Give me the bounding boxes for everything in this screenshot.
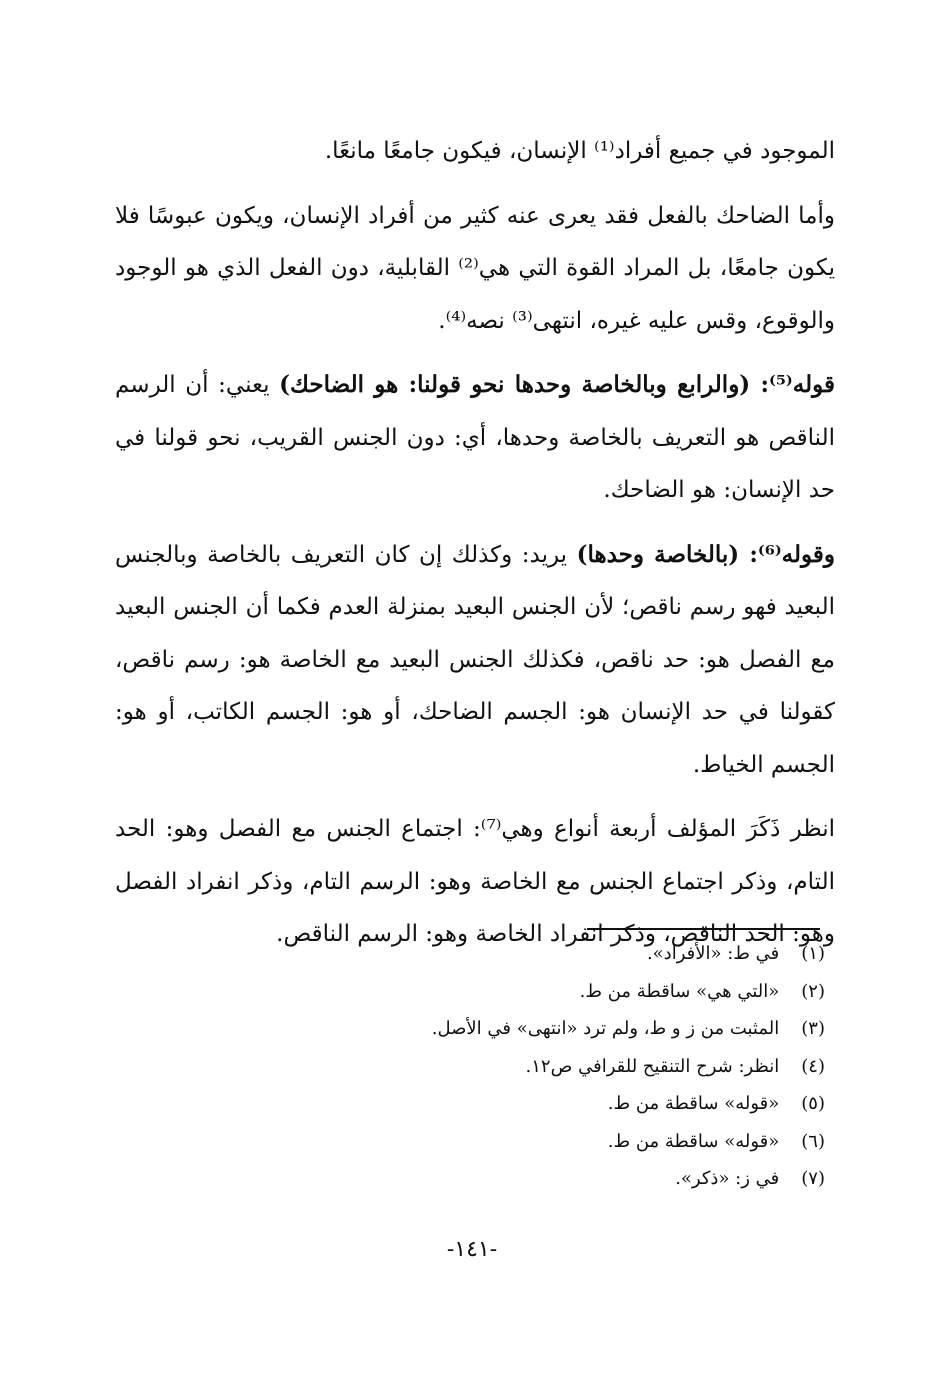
paragraph-4-text: يريد: وكذلك إن كان التعريف بالخاصة وبالجنس البعيد فهو رسم ناقص؛ لأن الجنس البعيد بمنزلة العدم فكما أن الجنس البعيد مع الفصل هو: حد ناقص، فكذلك الجنس البعيد مع الخاصة هو: رسم ناقص، كقولنا في حد الإنسان هو: الجسم الضاحك، أو هو: الجسم الكاتب، أو هو: الجسم الخياط. (115, 541, 835, 778)
footnote-number: (٥) (801, 1093, 825, 1114)
paragraph-3-lead: قوله⁽⁵⁾: (والرابع وبالخاصة وحدها نحو قولنا: هو الضاحك) (279, 371, 835, 398)
footnote-text: المثبت من ز و ط، ولم ترد «انتهى» في الأصل. (431, 1018, 780, 1039)
paragraph-1 (115, 125, 835, 178)
footnotes (300, 935, 825, 1198)
paragraph-3-text: يعني: أن الرسم الناقص هو التعريف بالخاصة وحدها، أي: دون الجنس القريب، نحو قولنا في حد الإنسان: هو الضاحك. (115, 372, 835, 503)
footnote-text: «قوله» ساقطة من ط. (607, 1093, 780, 1114)
footnote-7 (300, 1160, 825, 1198)
paragraph-2 (115, 190, 835, 348)
footnote-number: (٤) (801, 1055, 825, 1077)
footnote-separator (587, 928, 820, 930)
paragraph-1-text: الموجود في جميع أفراد⁽¹⁾ الإنسان، فيكون جامعًا مانعًا. (324, 138, 835, 164)
footnote-text: «التي هي» ساقطة من ط. (579, 980, 780, 1002)
footnote-number: (٣) (801, 1018, 825, 1039)
footnote-3 (300, 1010, 825, 1048)
footnote-4 (300, 1048, 825, 1086)
footnote-text: انظر: شرح التنقيح للقرافي ص١٢. (525, 1055, 780, 1077)
paragraph-5-text: انظر ذَكَرَ المؤلف أربعة أنواع وهي⁽⁷⁾: اجتماع الجنس مع الفصل وهو: الحد التام، وذكر اجتماع الجنس مع الخاصة وهو: الرسم التام، وذكر انفراد الفصل وهو: الحد الناقص، وذكر انفراد الخاصة وهو: الرسم الناقص. (115, 816, 835, 947)
footnote-number: (١) (801, 943, 825, 964)
paragraph-3 (115, 359, 835, 517)
footnote-6 (300, 1123, 825, 1161)
paragraph-4 (115, 529, 835, 792)
footnote-text: في ط: «الأفراد». (646, 943, 780, 964)
page-number: -١٤١- (446, 1237, 498, 1262)
paragraph-2-text: وأما الضاحك بالفعل فقد يعرى عنه كثير من أفراد الإنسان، ويكون عبوسًا فلا يكون جامعًا، بل المراد القوة التي هي⁽²⁾ القابلية، دون الفعل الذي هو الوجود والوقوع، وقس عليه غيره، انتهى⁽³⁾ نصه⁽⁴⁾. (115, 202, 835, 334)
main-text (115, 125, 835, 973)
footnote-text: «قوله» ساقطة من ط. (607, 1130, 780, 1152)
footnote-1 (300, 935, 825, 973)
footnote-text: في ز: «ذكر». (675, 1168, 780, 1189)
footnote-number: (٦) (801, 1130, 825, 1152)
footnote-2 (300, 973, 825, 1011)
footnote-number: (٧) (801, 1168, 825, 1189)
footnote-5 (300, 1085, 825, 1123)
paragraph-4-lead: وقوله⁽⁶⁾: (بالخاصة وحدها) (576, 540, 835, 568)
footnote-number: (٢) (801, 980, 825, 1002)
